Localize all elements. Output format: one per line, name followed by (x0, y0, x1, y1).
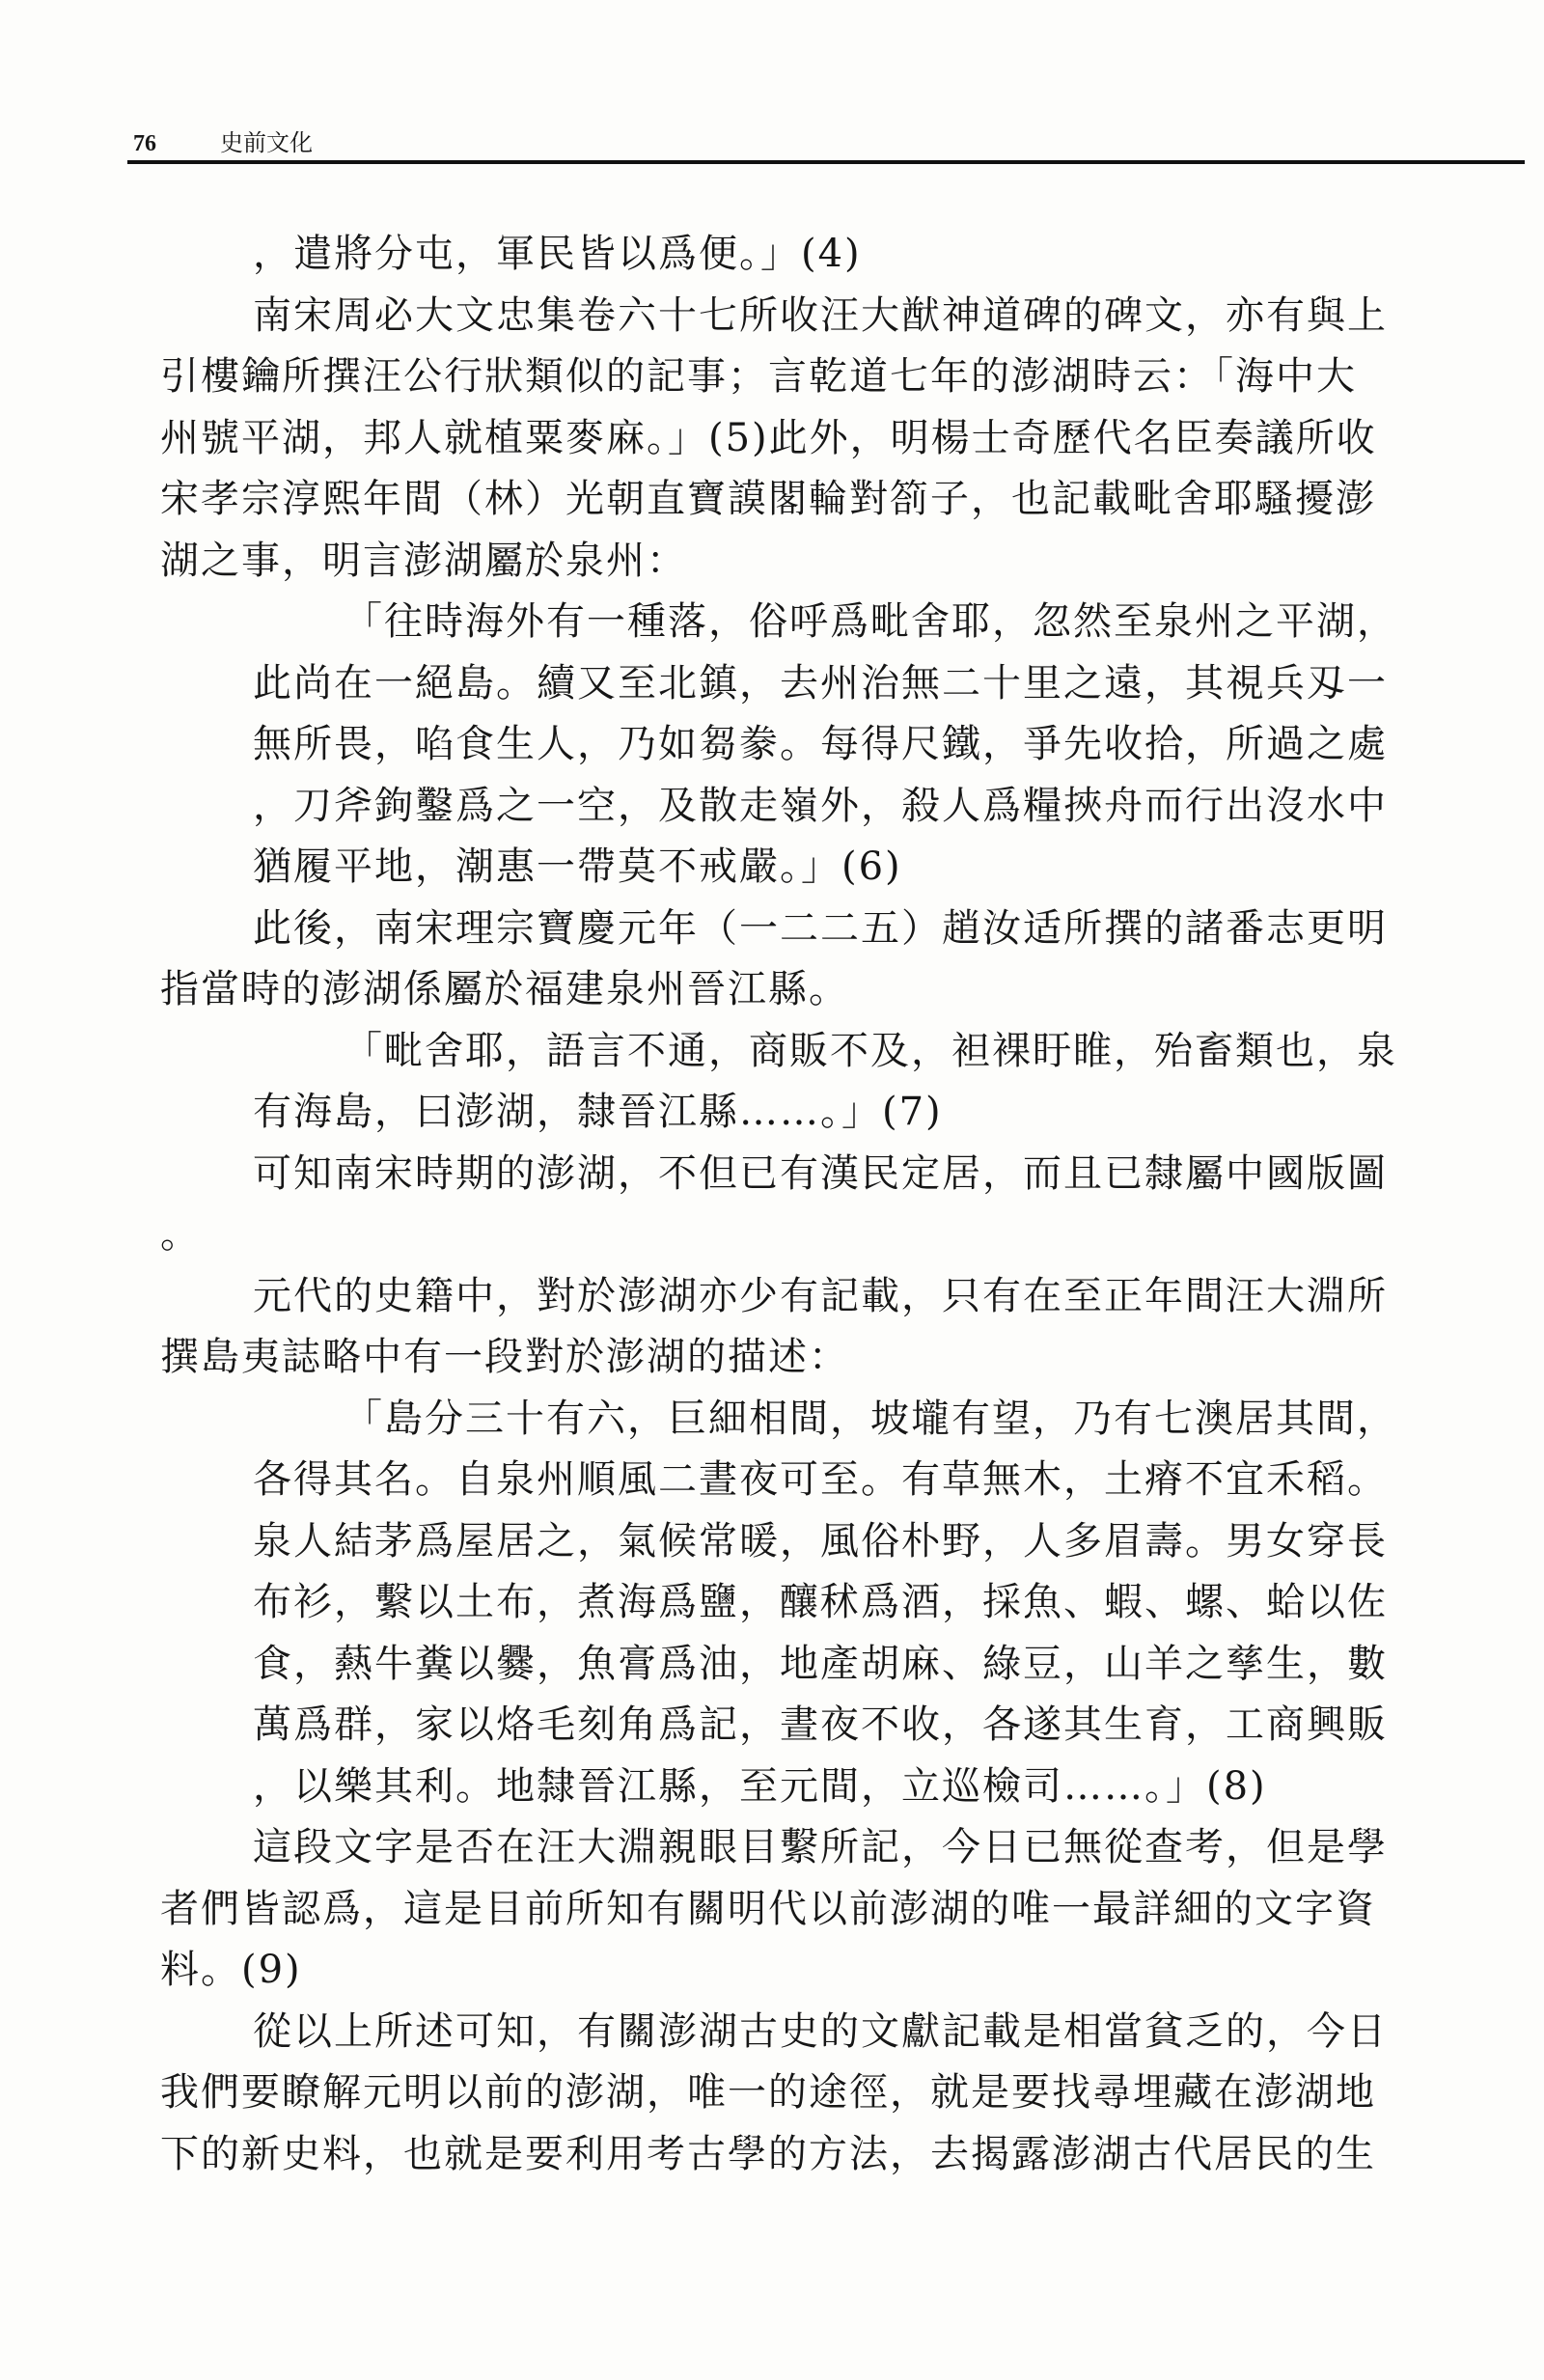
text-line: 從以上所述可知，有關澎湖古史的文獻記載是相當貧乏的，今日 (253, 2008, 1388, 2054)
text-line: ，刀斧鉤鑿爲之一空，及散走嶺外，殺人爲糧挾舟而行出沒水中 (253, 783, 1388, 828)
text-line: 這段文字是否在汪大淵親眼目繫所記，今日已無從查考，但是學 (253, 1825, 1388, 1869)
text-line: 指當時的澎湖係屬於福建泉州晉江縣。 (160, 967, 849, 1011)
text-line: 猶履平地，潮惠一帶莫不戒嚴。」(6) (253, 844, 902, 889)
body-text (160, 224, 1521, 2185)
text-block (160, 224, 1521, 2185)
text-line: 可知南宋時期的澎湖，不但已有漢民定居，而且已隸屬中國版圖 (253, 1150, 1388, 1196)
text-line: 布衫，繫以土布，煮海爲鹽，釀秫爲酒，採魚、蝦、螺、蛤以佐 (253, 1580, 1388, 1624)
text-line: 各得其名。自泉州順風二晝夜可至。有草無木，土瘠不宜禾稻。 (253, 1457, 1388, 1502)
text-line: 者們皆認爲，這是目前所知有關明代以前澎湖的唯一最詳細的文字資 (160, 1886, 1376, 1931)
text-line: 州號平湖，邦人就植粟麥麻。」(5)此外，明楊士奇歷代名臣奏議所收 (160, 415, 1377, 460)
text-line: 「毗舍耶，語言不通，商販不及，袒裸盱睢，殆畜類也，泉 (344, 1028, 1397, 1073)
header-rule (127, 160, 1525, 164)
text-line: 泉人結茅爲屋居之，氣候常暖，風俗朴野，人多眉壽。男女穿長 (253, 1518, 1388, 1564)
text-line: 湖之事，明言澎湖屬於泉州： (160, 538, 687, 583)
page-header (127, 114, 1527, 164)
text-line: 「往時海外有一種落，俗呼爲毗舍耶，忽然至泉州之平湖， (344, 599, 1397, 644)
text-line: 下的新史料，也就是要利用考古學的方法，去揭露澎湖古代居民的生 (160, 2131, 1376, 2176)
text-line: 此後，南宋理宗寶慶元年（一二二五）趙汝适所撰的諸番志更明 (253, 905, 1388, 951)
text-line: 宋孝宗淳熙年間（林）光朝直寶謨閣輪對箚子，也記載毗舍耶騷擾澎 (160, 477, 1376, 521)
text-line: 料。(9) (160, 1948, 302, 1992)
text-line: 元代的史籍中，對於澎湖亦少有記載，只有在至正年間汪大淵所 (253, 1273, 1388, 1318)
running-head: 史前文化 (220, 129, 313, 156)
text-line: ，遣將分屯，軍民皆以爲便。」(4) (253, 232, 862, 276)
text-line: 南宋周必大文忠集卷六十七所收汪大猷神道碑的碑文，亦有與上 (253, 292, 1388, 338)
text-line: 食，爇牛糞以爨，魚膏爲油，地產胡麻、綠豆，山羊之孳生，數 (253, 1641, 1388, 1686)
text-line: 此尚在一絕島。續又至北鎮，去州治無二十里之遠，其視兵刄一 (253, 660, 1388, 706)
text-line: ，以樂其利。地隸晉江縣，至元間，立巡檢司……。」(8) (253, 1763, 1267, 1809)
text-line: 我們要瞭解元明以前的澎湖，唯一的途徑，就是要找尋埋藏在澎湖地 (160, 2070, 1376, 2115)
text-line: 「島分三十有六，巨細相間，坡壠有望，乃有七澳居其間， (344, 1396, 1397, 1441)
text-line: 無所畏，啗食生人，乃如芻豢。每得尺鐵，爭先收拾，所過之處 (253, 722, 1388, 766)
text-line: 撰島夷誌略中有一段對於澎湖的描述： (160, 1335, 849, 1379)
text-line: 有海島，曰澎湖，隸晉江縣……。」(7) (253, 1090, 943, 1134)
text-line: 引樓鑰所撰汪公行狀類似的記事；言乾道七年的澎湖時云：「海中大 (160, 354, 1357, 399)
text-line: 。 (160, 1212, 201, 1257)
text-line: 萬爲群，家以烙毛刻角爲記，晝夜不收，各遂其生育，工商興販 (253, 1702, 1388, 1747)
page-number: 76 (133, 131, 156, 156)
